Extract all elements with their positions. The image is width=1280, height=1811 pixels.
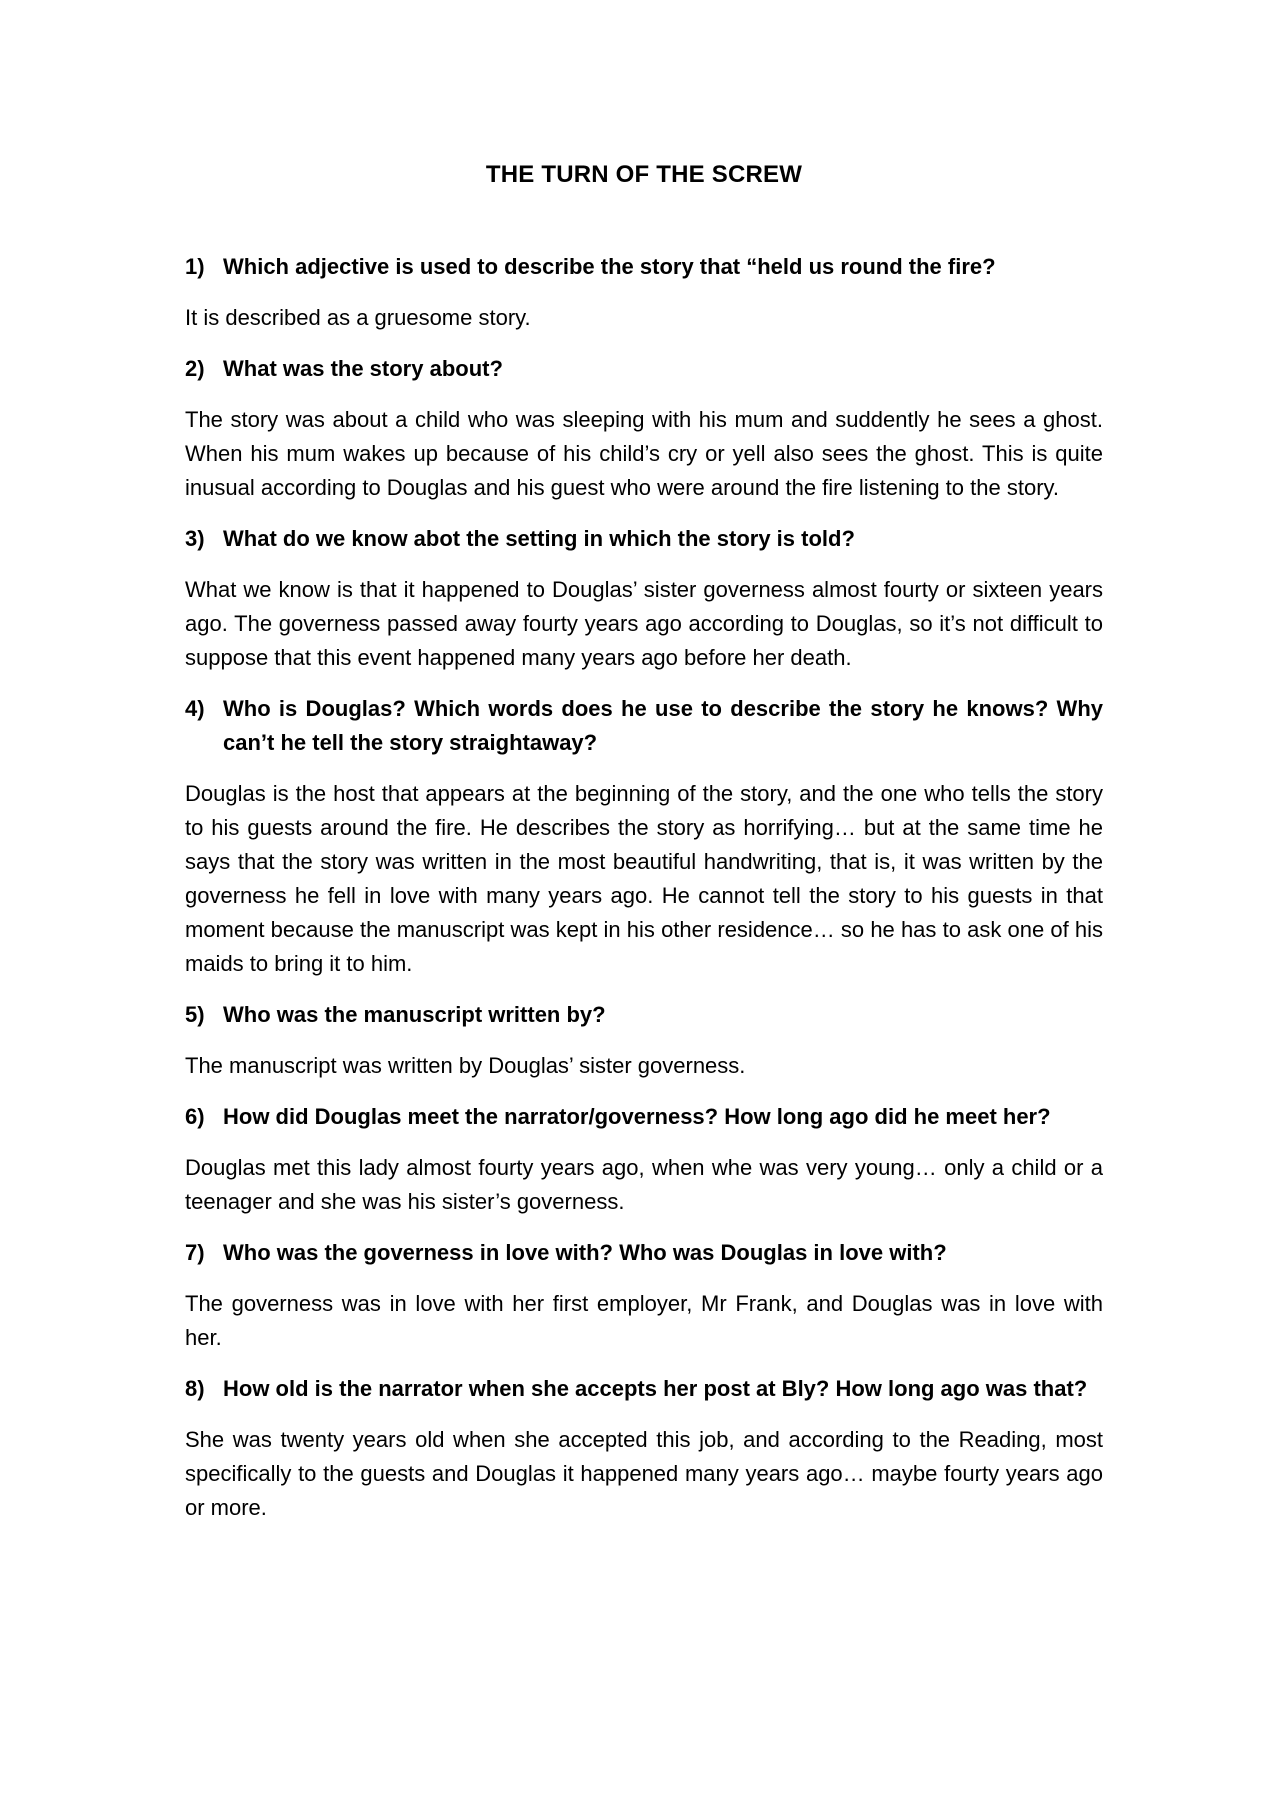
qa-item-8 [185, 1372, 1103, 1525]
answer-text: The governess was in love with her first employer, Mr Frank, and Douglas was in love with her. [185, 1291, 1103, 1350]
qa-item-1 [185, 250, 1103, 335]
question-text: How old is the narrator when she accepts her post at Bly? How long ago was that? [223, 1376, 1088, 1401]
question-text: Who was the manuscript written by? [223, 1002, 606, 1027]
qa-item-5 [185, 998, 1103, 1083]
answer-text: She was twenty years old when she accepted this job, and according to the Reading, most specifically to the guests and Douglas it happened many years ago… maybe fourty years ago or more. [185, 1427, 1103, 1520]
question-number: 6) [185, 1104, 205, 1129]
question-number: 7) [185, 1240, 205, 1265]
qa-item-2 [185, 352, 1103, 505]
document-page [185, 150, 1103, 1542]
question-number: 4) [185, 696, 205, 721]
question-text: Who is Douglas? Which words does he use to describe the story he knows? Why can’t he tell the story straightaway? [223, 696, 1103, 755]
question-number: 5) [185, 1002, 205, 1027]
question [185, 522, 1103, 556]
question [185, 1100, 1103, 1134]
question-number: 3) [185, 526, 205, 551]
qa-item-6 [185, 1100, 1103, 1219]
qa-item-7 [185, 1236, 1103, 1355]
question-number: 1) [185, 254, 205, 279]
question [185, 1236, 1103, 1270]
question-text: Which adjective is used to describe the story that “held us round the fire? [223, 254, 996, 279]
question-number: 8) [185, 1376, 205, 1401]
question-number: 2) [185, 356, 205, 381]
question [185, 1372, 1103, 1406]
answer-text: What we know is that it happened to Douglas’ sister governess almost fourty or sixteen years ago. The governess passed away fourty years ago according to Douglas, so it’s not difficult to suppose that this event happened many years ago before her death. [185, 577, 1103, 670]
answer-text: It is described as a gruesome story. [185, 305, 531, 330]
document-title: THE TURN OF THE SCREW [485, 161, 803, 188]
question-text: What do we know abot the setting in which the story is told? [223, 526, 855, 551]
answer-text: The story was about a child who was sleeping with his mum and suddently he sees a ghost. When his mum wakes up because of his child’s cry or yell also sees the ghost. This is quite inusual according to Douglas and his guest who were around the fire listening to the story. [185, 407, 1103, 500]
question-text: How did Douglas meet the narrator/governess? How long ago did he meet her? [223, 1104, 1051, 1129]
question-text: What was the story about? [223, 356, 503, 381]
answer-text: Douglas met this lady almost fourty years ago, when whe was very young… only a child or a teenager and she was his sister’s governess. [185, 1155, 1103, 1214]
question-text: Who was the governess in love with? Who was Douglas in love with? [223, 1240, 947, 1265]
question [185, 250, 1103, 284]
answer-text: Douglas is the host that appears at the beginning of the story, and the one who tells the story to his guests around the fire. He describes the story as horrifying… but at the same time he says that the story was written in the most beautiful handwriting, that is, it was written by the governess he fell in love with many years ago. He cannot tell the story to his guests in that moment because the manuscript was kept in his other residence… so he has to ask one of his maids to bring it to him. [185, 781, 1103, 976]
answer-text: The manuscript was written by Douglas’ sister governess. [185, 1053, 746, 1078]
question [185, 352, 1103, 386]
question [185, 692, 1103, 760]
qa-item-3 [185, 522, 1103, 675]
question [185, 998, 1103, 1032]
qa-item-4 [185, 692, 1103, 981]
